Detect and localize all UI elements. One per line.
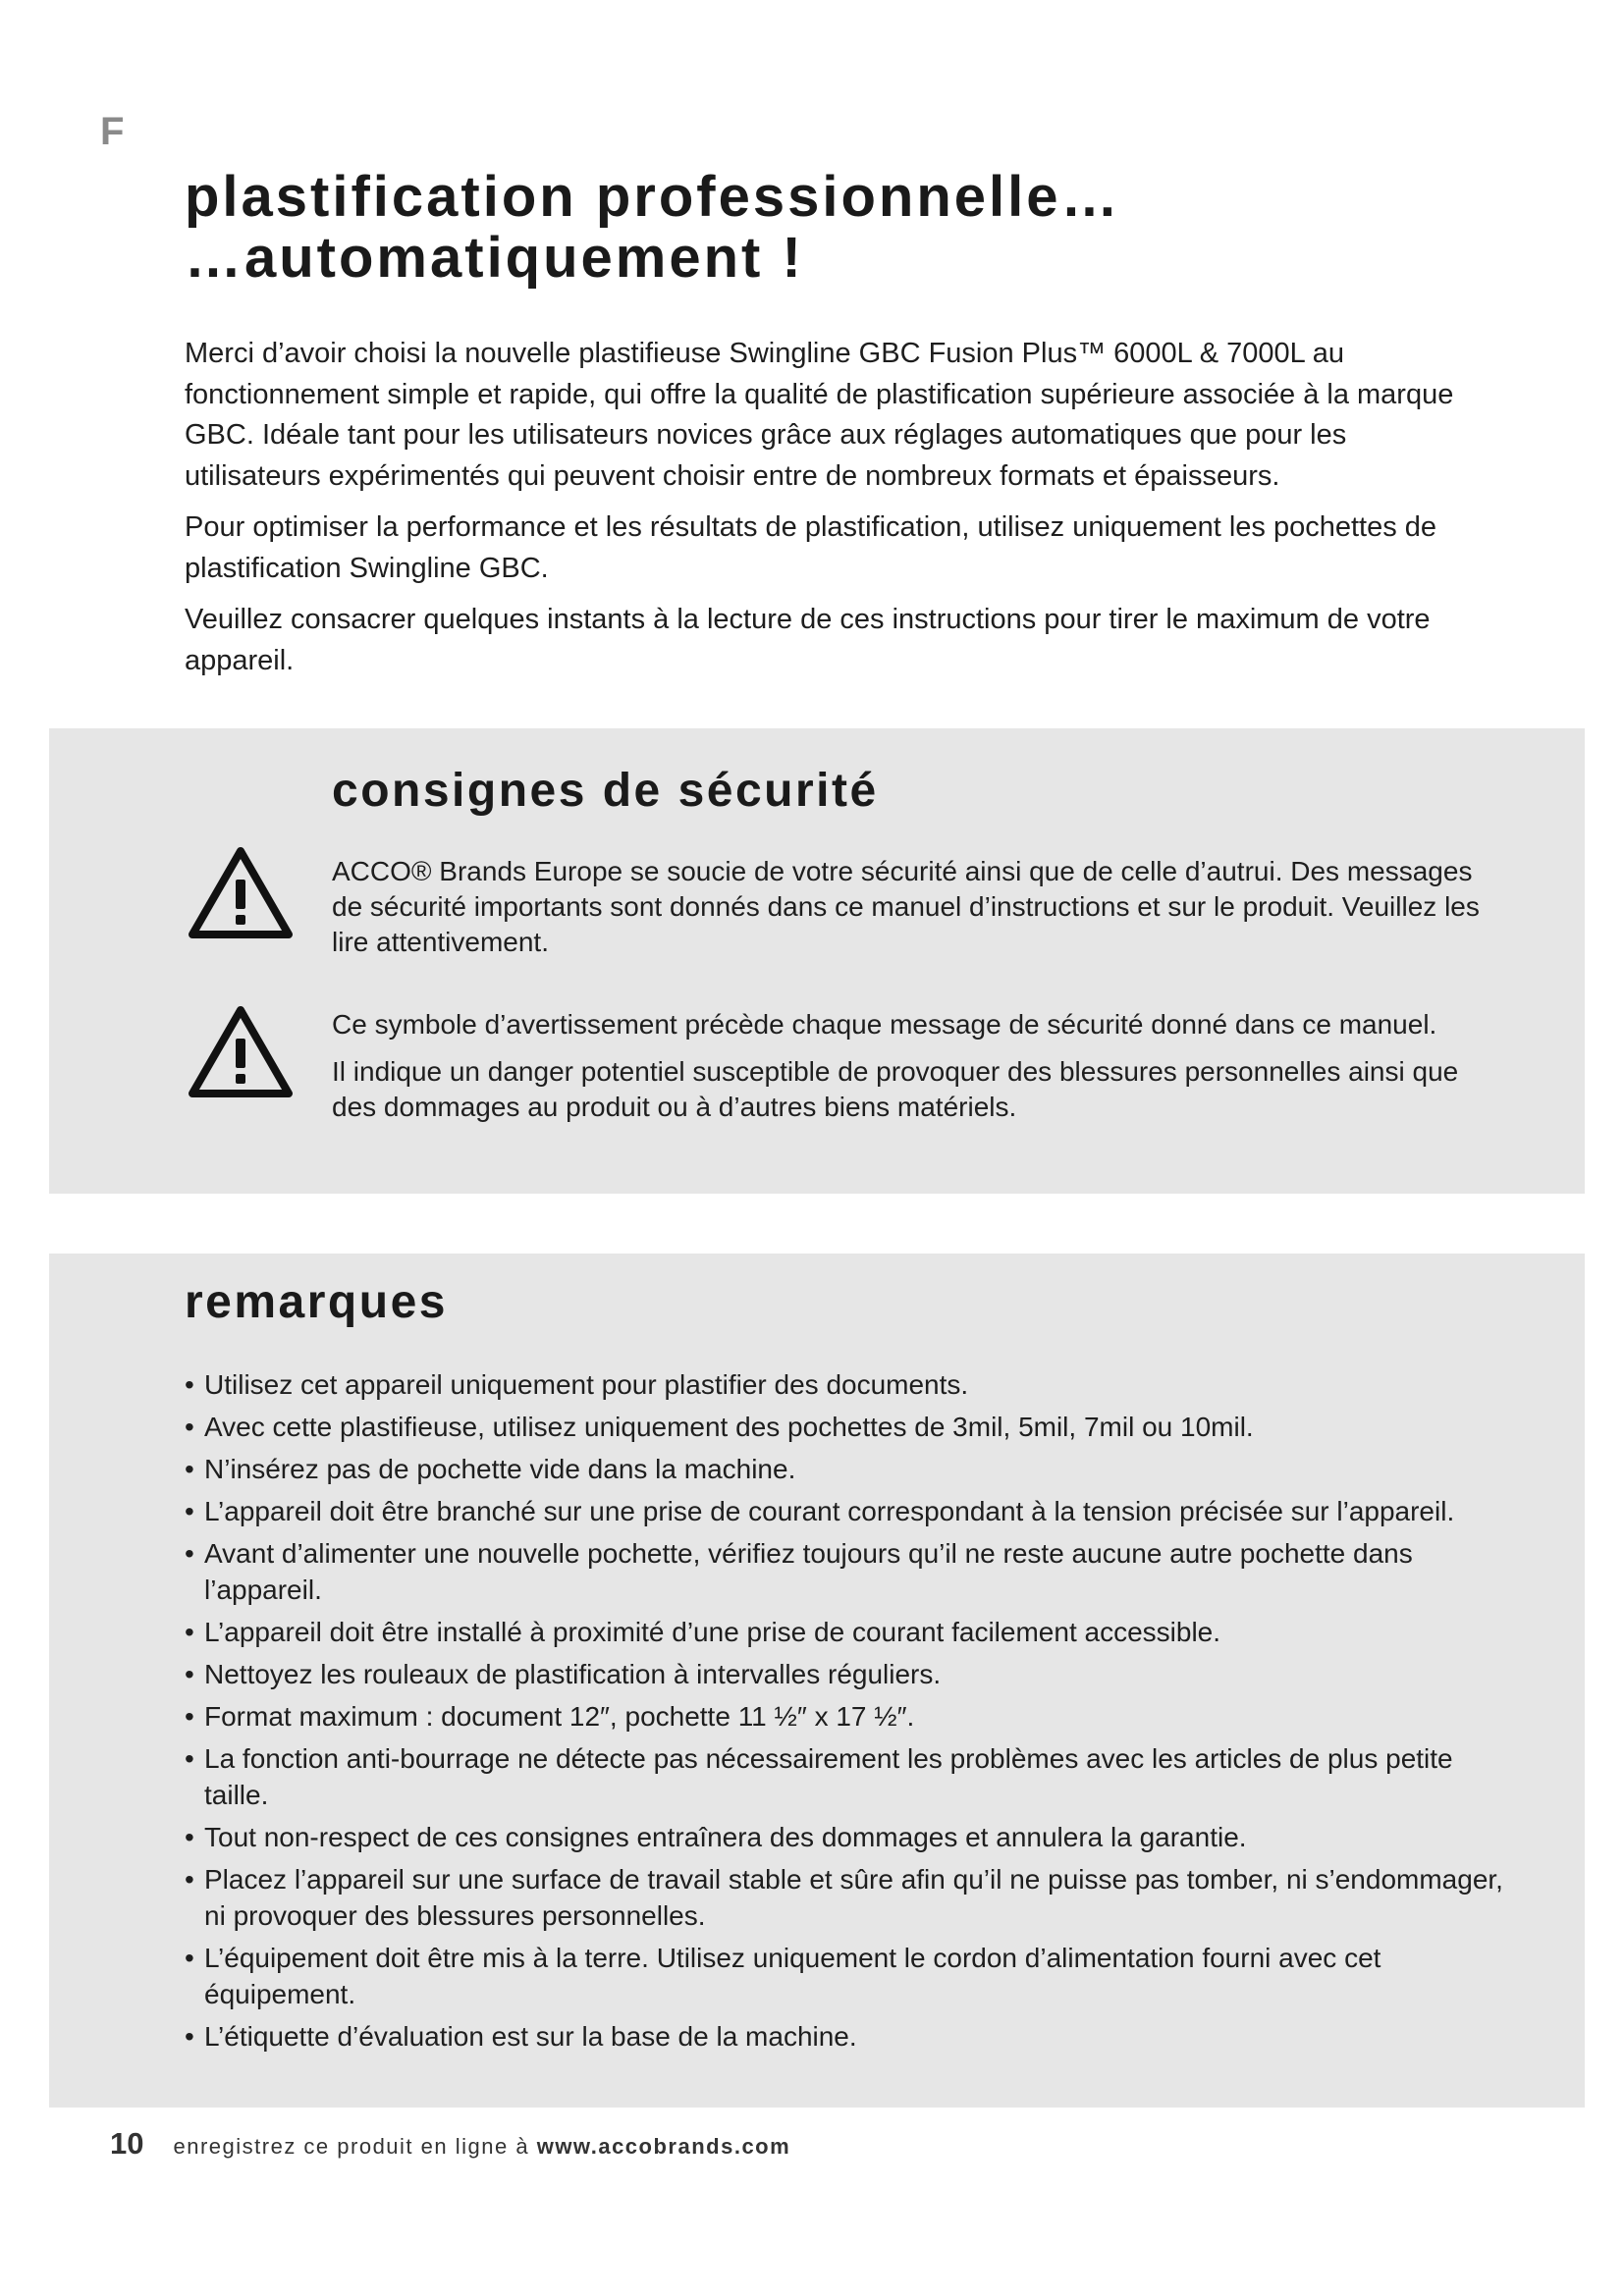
page-title-line-1: plastification professionnelle… <box>185 165 1121 229</box>
note-item: • Avec cette plastifieuse, utilisez uniquement des pochettes de 3mil, 5mil, 7mil ou 10mil. <box>185 1409 1520 1445</box>
safety-message-1 <box>332 854 1510 972</box>
note-item: • N’insérez pas de pochette vide dans la machine. <box>185 1451 1520 1487</box>
website-link[interactable]: www.accobrands.com <box>536 2134 791 2159</box>
intro-paragraph: Pour optimiser la performance et les résultats de plastification, utilisez uniquement les pochettes de plastification Swingline GBC. <box>185 511 1437 584</box>
intro-paragraph: Merci d’avoir choisi la nouvelle plastifieuse Swingline GBC Fusion Plus™ 6000L & 7000L au fonctionnement simple et rapide, qui offre la qualité de plastification supérieure associée à la marque GBC. Idéale tant pour les utilisateurs novices grâce aux réglages automatiques que pour les utilisateurs expérimentés qui peuvent choisir entre de nombreux formats et épaisseurs. <box>185 338 1454 492</box>
note-item: • Utilisez cet appareil uniquement pour plastifier des documents. <box>185 1366 1520 1403</box>
language-indicator: F <box>100 110 125 153</box>
note-item: • La fonction anti-bourrage ne détecte pas nécessairement les problèmes avec les articles de plus petite taille. <box>185 1740 1520 1813</box>
note-item: • Placez l’appareil sur une surface de travail stable et sûre afin qu’il ne puisse pas tomber, ni s’endommager, ni provoquer des blessures personnelles. <box>185 1861 1520 1934</box>
warning-triangle-icon <box>187 844 295 942</box>
note-item: • L’appareil doit être installé à proximité d’une prise de courant facilement accessible. <box>185 1614 1520 1650</box>
note-item: • Tout non-respect de ces consignes entraînera des dommages et annulera la garantie. <box>185 1819 1520 1855</box>
notes-title: remarques <box>185 1276 448 1328</box>
safety-paragraph: ACCO® Brands Europe se soucie de votre sécurité ainsi que de celle d’autrui. Des messages de sécurité importants sont donnés dans ce manuel d’instructions et sur le produit. Veuillez les lire attentivement. <box>332 856 1480 957</box>
page-number: 10 <box>110 2126 144 2161</box>
safety-paragraph: Ce symbole d’avertissement précède chaque message de sécurité donné dans ce manuel. <box>332 1009 1437 1040</box>
note-item: • L’équipement doit être mis à la terre. Utilisez uniquement le cordon d’alimentation fourni avec cet équipement. <box>185 1940 1520 2012</box>
intro-paragraph: Veuillez consacrer quelques instants à la lecture de ces instructions pour tirer le maximum de votre appareil. <box>185 604 1431 676</box>
page-title-line-2: …automatiquement ! <box>185 226 804 290</box>
footer-text: enregistrez ce produit en ligne à <box>173 2134 530 2159</box>
safety-panel <box>49 728 1585 1194</box>
intro-section <box>185 334 1481 692</box>
warning-triangle-icon <box>187 1003 295 1101</box>
notes-panel <box>49 1254 1585 2108</box>
note-item: • L’appareil doit être branché sur une prise de courant correspondant à la tension précisée sur l’appareil. <box>185 1493 1520 1529</box>
safety-title: consignes de sécurité <box>332 765 879 817</box>
note-item: • L’étiquette d’évaluation est sur la base de la machine. <box>185 2018 1520 2055</box>
notes-list <box>185 1366 1520 2060</box>
footer-note <box>173 2134 790 2160</box>
note-item: • Avant d’alimenter une nouvelle pochette, vérifiez toujours qu’il ne reste aucune autre pochette dans l’appareil. <box>185 1535 1520 1608</box>
safety-message-2 <box>332 1007 1510 1137</box>
page-footer <box>110 2126 790 2162</box>
page-title <box>185 167 1120 289</box>
note-item: • Format maximum : document 12″, pochette 11 ½″ x 17 ½″. <box>185 1698 1520 1735</box>
note-item: • Nettoyez les rouleaux de plastification à intervalles réguliers. <box>185 1656 1520 1692</box>
safety-paragraph: Il indique un danger potentiel susceptible de provoquer des blessures personnelles ainsi que des dommages au produit ou à d’autres biens matériels. <box>332 1056 1459 1122</box>
